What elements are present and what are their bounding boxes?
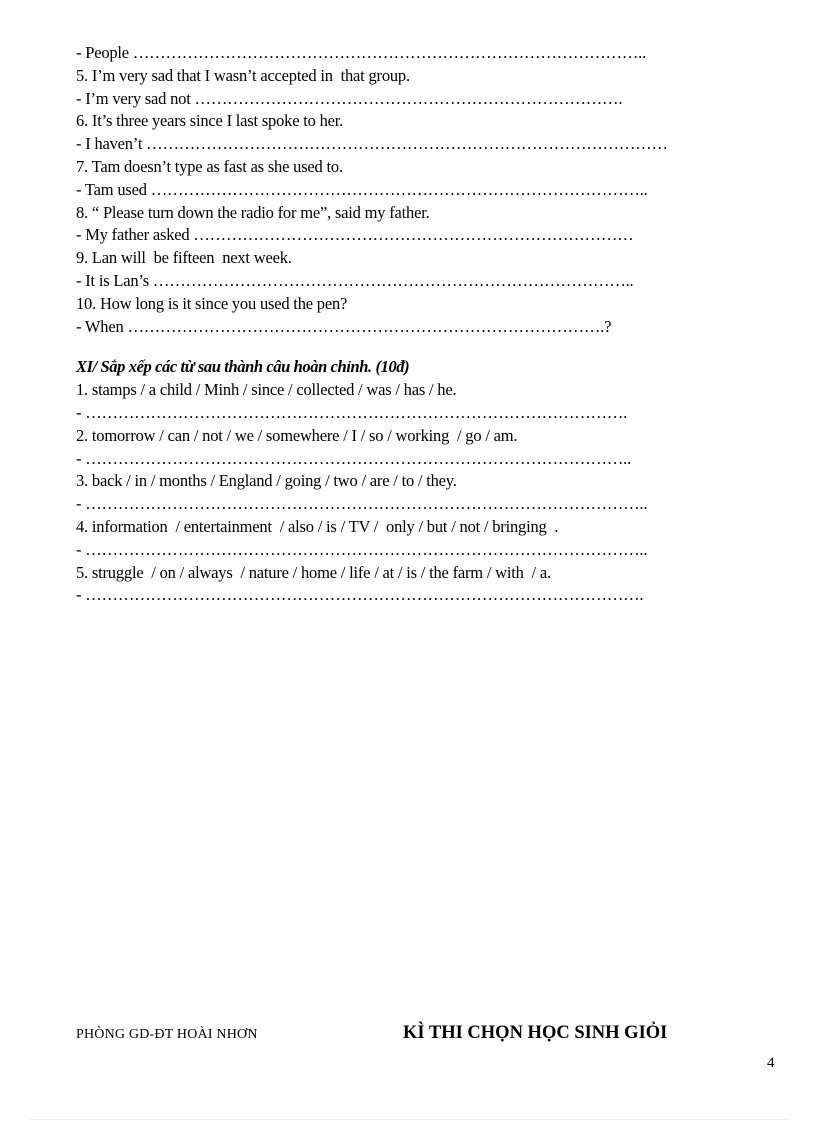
reorder-prompt: 4. information / entertainment / also / is / TV / only / but / not / bringing . [76, 516, 559, 536]
page-number: 4 [767, 1055, 775, 1071]
reorder-answer-line: - ……………………………………………………………………………………….. [76, 448, 631, 468]
reorder-prompt: 5. struggle / on / always / nature / home / life / at / is / the farm / with / a. [76, 562, 551, 582]
rewrite-question: 6. It’s three years since I last spoke to her. [76, 111, 344, 131]
rewrite-question: 8. “ Please turn down the radio for me”, said my father. [76, 202, 430, 222]
section-heading: XI/ Sắp xếp các từ sau thành câu hoàn chỉnh. (10đ) [76, 357, 410, 377]
page-bottom-edge [30, 1119, 790, 1120]
exam-content [76, 42, 736, 607]
rewrite-answer-line: - Tam used ……………………………………………………………………………….. [76, 179, 648, 199]
rewrite-question: 5. I’m very sad that I wasn’t accepted in that group. [76, 65, 410, 85]
part-x-rewrite-list [76, 42, 736, 338]
rewrite-answer-line: - When …………………………………………………………………………….? [76, 316, 612, 336]
rewrite-answer-line: - My father asked ……………………………………………………………………… [76, 225, 634, 245]
rewrite-answer-line: - People ………………………………………………………………………………….. [76, 43, 647, 62]
department-name: PHÒNG GD-ĐT HOÀI NHƠN [76, 1027, 258, 1042]
rewrite-question: 7. Tam doesn’t type as fast as she used to. [76, 156, 343, 176]
exam-title: KÌ THI CHỌN HỌC SINH GIỎI [403, 1023, 668, 1043]
part-xi-section [76, 356, 736, 607]
rewrite-answer-line: - I haven’t …………………………………………………………………………………… [76, 134, 668, 154]
reorder-answer-line: - …………………………………………………………………………………………. [76, 585, 644, 605]
rewrite-question: 10. How long is it since you used the pen? [76, 293, 348, 313]
section-spacer [76, 338, 736, 356]
reorder-prompt: 2. tomorrow / can / not / we / somewhere / I / so / working / go / am. [76, 425, 518, 445]
rewrite-answer-line: - It is Lan’s …………………………………………………………………………….. [76, 270, 634, 290]
rewrite-question: 9. Lan will be fifteen next week. [76, 248, 292, 268]
reorder-answer-line: - ………………………………………………………………………………………. [76, 402, 628, 422]
reorder-answer-line: - ………………………………………………………………………………………….. [76, 539, 648, 559]
reorder-prompt: 1. stamps / a child / Minh / since / collected / was / has / he. [76, 380, 457, 400]
reorder-prompt: 3. back / in / months / England / going / two / are / to / they. [76, 471, 457, 491]
reorder-answer-line: - ………………………………………………………………………………………….. [76, 494, 648, 514]
rewrite-answer-line: - I’m very sad not ……………………………………………………………………. [76, 88, 623, 108]
